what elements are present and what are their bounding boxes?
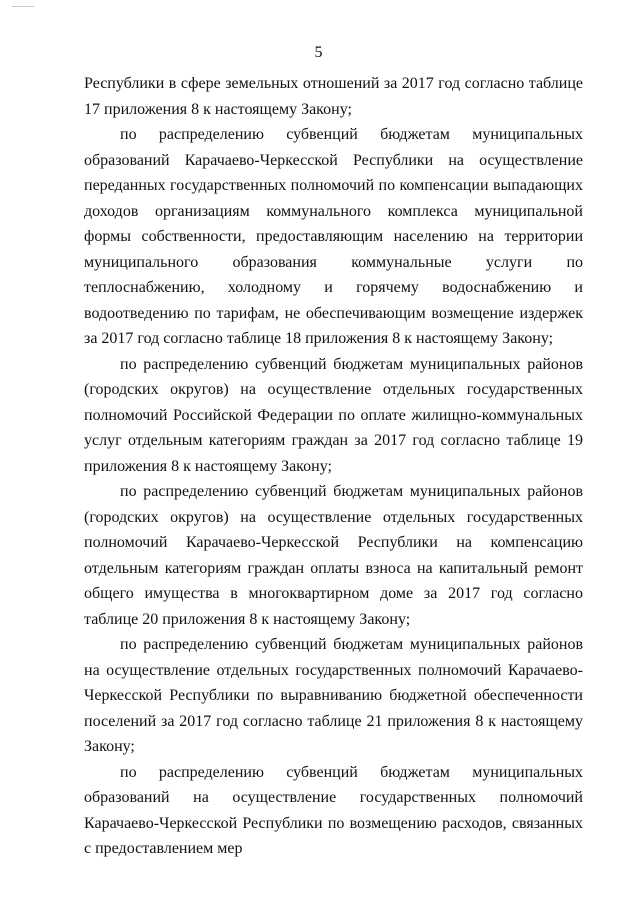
paragraph: по распределению субвенций бюджетам муниципальных районов (городских округов) на осуществление отдельных государственных полномочий Российской Федерации по оплате жилищно-коммунальных услуг отдельным категориям граждан за 2017 год согласно таблице 19 приложения 8 к настоящему Закону; bbox=[84, 355, 583, 475]
paragraph: по распределению субвенций бюджетам муниципальных образований Карачаево-Черкесской Республики на осуществление переданных государственных полномочий по компенсации выпадающих доходов организациям коммунального комплекса муниципальной формы собственности, предоставляющим населению на территории муниципального образования коммунальные услуги по теплоснабжению, холодному и горячему водоснабжению и водоотведению по тарифам, не обеспечивающим возмещение издержек за 2017 год согласно таблице 18 приложения 8 к настоящему Закону; bbox=[84, 126, 583, 347]
paragraph: по распределению субвенций бюджетам муниципальных районов на осуществление отдельных государственных полномочий Карачаево-Черкесской Республики по выравниванию бюджетной обеспеченности поселений за 2017 год согласно таблице 21 приложения 8 к настоящему Закону; bbox=[84, 636, 583, 755]
paragraph: Республики в сфере земельных отношений за 2017 год согласно таблице 17 приложения 8 к настоящему Закону; bbox=[84, 75, 583, 118]
scan-corner-mark bbox=[12, 6, 34, 7]
paragraph: по распределению субвенций бюджетам муниципальных образований на осуществление государственных полномочий Карачаево-Черкесской Республики по возмещению расходов, связанных с предоставлением мер bbox=[84, 763, 583, 857]
paragraph: по распределению субвенций бюджетам муниципальных районов (городских округов) на осуществление отдельных государственных полномочий Карачаево-Черкесской Республики на компенсацию отдельным категориям граждан оплаты взноса на капитальный ремонт общего имущества в многоквартирном доме за 2017 год согласно таблице 20 приложения 8 к настоящему Закону; bbox=[84, 483, 583, 628]
document-body bbox=[84, 71, 583, 862]
page-number: 5 bbox=[314, 44, 323, 61]
